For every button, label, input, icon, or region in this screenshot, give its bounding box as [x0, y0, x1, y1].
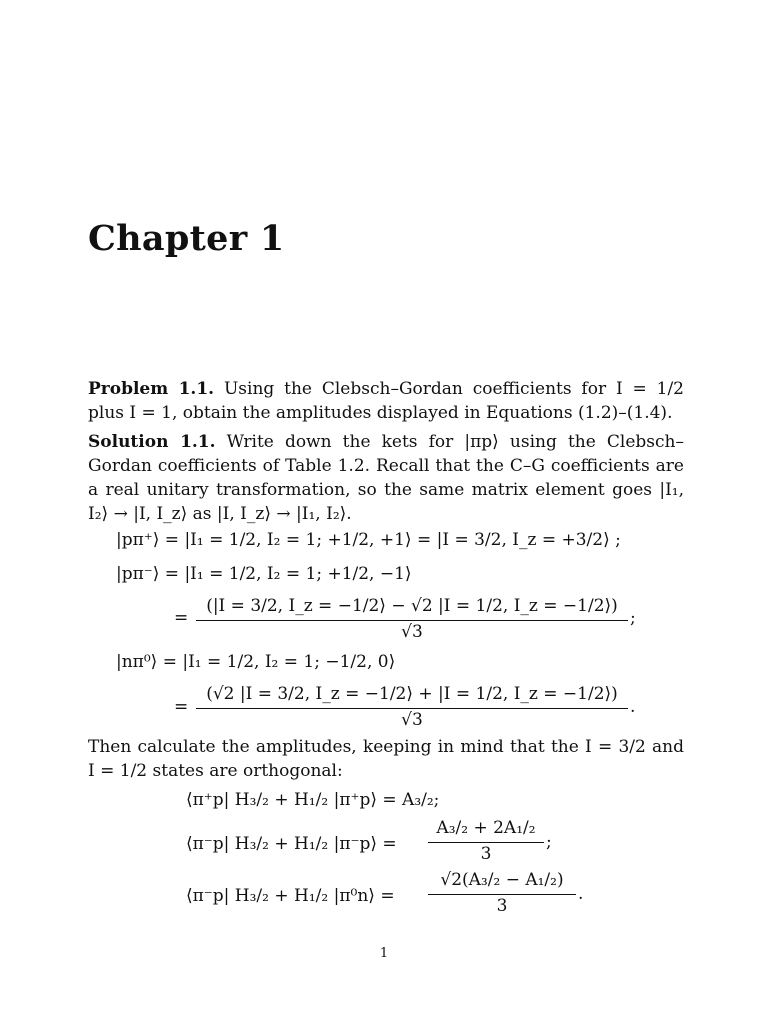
amplitude-pi-minus-lhs: ⟨π⁻p| H₃/₂ + H₁/₂ |π⁻p⟩ =: [186, 834, 397, 854]
solution-text: Write down the kets for |πp⟩ using the Clebsch–Gordan coefficients of Table 1.2. Recall that the C–G coefficients are a real unitary transformation, so the same matrix element goes |I₁, I₂⟩ → |I, I_z⟩ as |I, I_z⟩ → |I₁, I₂⟩.: [88, 432, 684, 524]
fraction-pi-minus: [428, 818, 544, 868]
solution-paragraph: [88, 430, 684, 526]
amplitude-charge-exchange-lhs: ⟨π⁻p| H₃/₂ + H₁/₂ |π⁰n⟩ =: [186, 886, 395, 906]
fraction-denominator: 3: [496, 896, 508, 916]
equation-punctuation: ;: [546, 832, 552, 852]
equation-equals-sign: =: [174, 697, 189, 717]
fraction-ppi-minus: [196, 596, 628, 646]
fraction-charge-exchange: [428, 870, 576, 920]
fraction-bar: [428, 894, 576, 895]
chapter-title: Chapter 1: [88, 218, 285, 259]
solution-label: Solution 1.1.: [88, 432, 216, 452]
fraction-bar: [196, 708, 628, 709]
fraction-denominator: 3: [480, 844, 492, 864]
equation-punctuation: ;: [630, 608, 636, 628]
equation-punctuation: .: [578, 884, 584, 904]
equation-ppi-plus: |pπ⁺⟩ = |I₁ = 1/2, I₂ = 1; +1/2, +1⟩ = |I = 3/2, I_z = +3/2⟩ ;: [116, 530, 621, 550]
equation-npi-zero: |nπ⁰⟩ = |I₁ = 1/2, I₂ = 1; −1/2, 0⟩: [116, 652, 396, 672]
problem-text: Using the Clebsch–Gordan coefficients for I = 1/2 plus I = 1, obtain the amplitudes displayed in Equations (1.2)–(1.4).: [88, 379, 684, 423]
fraction-numerator: A₃/₂ + 2A₁/₂: [436, 818, 536, 838]
fraction-bar: [428, 842, 544, 843]
fraction-bar: [196, 620, 628, 621]
fraction-numerator: (√2 |I = 3/2, I_z = −1/2⟩ + |I = 1/2, I_z = −1/2⟩): [206, 684, 618, 704]
fraction-numerator: (|I = 3/2, I_z = −1/2⟩ − √2 |I = 1/2, I_z = −1/2⟩): [206, 596, 618, 616]
then-paragraph: Then calculate the amplitudes, keeping in mind that the I = 3/2 and I = 1/2 states are orthogonal:: [88, 737, 684, 781]
amplitude-pi-plus: ⟨π⁺p| H₃/₂ + H₁/₂ |π⁺p⟩ = A₃/₂;: [186, 790, 440, 810]
fraction-npi-zero: [196, 684, 628, 734]
equation-punctuation: .: [630, 697, 636, 717]
fraction-numerator: √2(A₃/₂ − A₁/₂): [440, 870, 564, 890]
fraction-denominator: √3: [401, 622, 423, 642]
page-number: 1: [379, 946, 389, 961]
fraction-denominator: √3: [401, 710, 423, 730]
problem-label: Problem 1.1.: [88, 379, 215, 399]
equation-ppi-minus: |pπ⁻⟩ = |I₁ = 1/2, I₂ = 1; +1/2, −1⟩: [116, 564, 412, 584]
problem-paragraph: [88, 377, 684, 425]
equation-equals-sign: =: [174, 608, 189, 628]
